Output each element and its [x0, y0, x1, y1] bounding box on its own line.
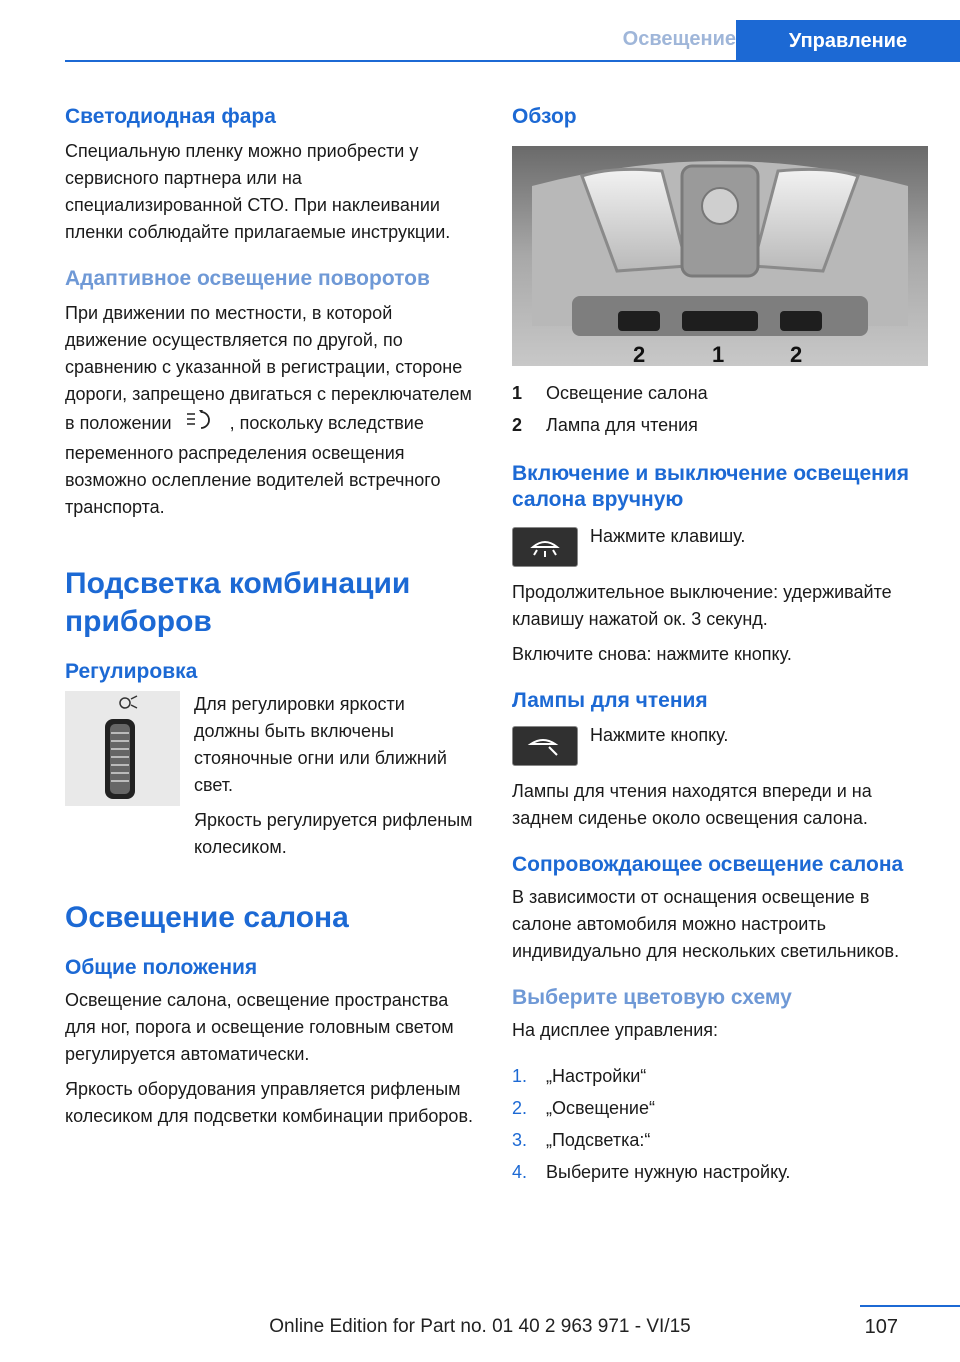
section-title-instrument-lighting: Подсветка комбинации приборов: [65, 567, 411, 638]
ambient-lighting-text: В зависимости от оснащения освещение в салоне автомобиля можно настроить индивидуально для нескольких светильников.: [512, 887, 900, 961]
adaptive-text: [65, 300, 475, 521]
headlight-switch-icon: [183, 408, 219, 440]
adjustment-texts: [194, 691, 475, 861]
step-text: „Подсветка:“: [546, 1130, 651, 1150]
legend-num: 1: [512, 383, 523, 403]
legend-text: Лампа для чтения: [546, 415, 698, 435]
list-item: [512, 1092, 928, 1124]
thumbwheel-image: [65, 691, 180, 806]
step-text: „Настройки“: [546, 1066, 647, 1086]
right-column: [512, 100, 928, 1188]
led-text: Специальную пленку можно приобрести у сервисного партнера или на специализированной СТО. При наклеивании пленки соблюдайте прилагаемые инструкции.: [65, 141, 451, 242]
step-num: 1.: [512, 1066, 528, 1086]
step-text: Выберите нужную настройку.: [546, 1162, 791, 1182]
steps-list: [512, 1060, 928, 1188]
color-scheme-intro: На дисплее управления:: [512, 1020, 719, 1040]
adjustment-text-2: Яркость регулируется рифленым колесиком.: [194, 810, 473, 857]
manual-switch-text-2: Включите снова: нажмите кнопку.: [512, 644, 792, 664]
thumbwheel-icon: [65, 691, 180, 806]
general-text-1: Освещение салона, освещение пространства для ног, порога и освещение головным светом регулируется автоматически.: [65, 990, 454, 1064]
subsection-title-adjustment: Регулировка: [65, 660, 198, 683]
footer-rule: [860, 1305, 960, 1307]
step-text: „Освещение“: [546, 1098, 655, 1118]
section-title-manual-switch: Включение и выключение освещения салона вручную: [512, 462, 909, 511]
list-item: [512, 1060, 928, 1092]
section-title-reading-lamps: Лампы для чтения: [512, 689, 708, 712]
reading-lamp-button-row: [512, 726, 928, 766]
footer-edition: Online Edition for Part no. 01 40 2 963 971 - VI/15: [269, 1316, 691, 1337]
section-title-led: Светодиодная фара: [65, 105, 276, 128]
legend: [512, 380, 928, 439]
adaptive-text-b: , поскольку вследствие переменного распределения освещения возможно ослепление водителей встречного транспорта.: [65, 412, 441, 517]
tab-controls[interactable]: Управление: [736, 20, 960, 62]
image-label-center: 1: [712, 342, 725, 366]
manual-switch-text-1: Продолжительное выключение: удерживайте клавишу нажатой ок. 3 секунд.: [512, 582, 892, 629]
step-num: 2.: [512, 1098, 528, 1118]
overhead-console-image: [512, 146, 928, 366]
left-column: [65, 100, 475, 1130]
list-item: [512, 1124, 928, 1156]
adaptive-text-a: При движении по местности, в которой движение осуществляется по другой, по сравнению с указанной в регистрации, стороне дороги, запрещено двигаться с переключателем в положении: [65, 303, 472, 433]
adjustment-text-1: Для регулировки яркости должны быть включены стояночные огни или ближний свет.: [194, 694, 447, 795]
image-label-left: 2: [633, 342, 646, 366]
section-title-adaptive: Адаптивное освещение поворотов: [65, 267, 430, 290]
page-number: 107: [864, 1316, 898, 1338]
interior-light-button-row: [512, 527, 928, 567]
section-title-color-scheme: Выберите цветовую схему: [512, 986, 792, 1009]
press-key-text: Нажмите клавишу.: [590, 526, 746, 546]
legend-item: [512, 412, 928, 439]
adjustment-block: [65, 691, 475, 861]
interior-light-button-icon: [512, 527, 578, 567]
general-text-2: Яркость оборудования управляется рифленым колесиком для подсветки комбинации приборов.: [65, 1079, 474, 1126]
step-num: 3.: [512, 1130, 528, 1150]
legend-item: [512, 380, 928, 407]
reading-lamp-button-icon: [512, 726, 578, 766]
section-title-interior-lighting: Освещение салона: [65, 901, 349, 934]
tab-lighting[interactable]: Освещение: [622, 28, 736, 50]
section-title-ambient-lighting: Сопровождающее освещение салона: [512, 853, 904, 876]
press-button-text: Нажмите кнопку.: [590, 725, 729, 745]
image-label-right: 2: [790, 342, 803, 366]
list-item: [512, 1156, 928, 1188]
reading-lamps-text: Лампы для чтения находятся впереди и на заднем сиденье около освещения салона.: [512, 781, 872, 828]
step-num: 4.: [512, 1162, 528, 1182]
legend-num: 2: [512, 415, 523, 435]
section-title-overview: Обзор: [512, 105, 577, 128]
legend-text: Освещение салона: [546, 383, 708, 403]
subsection-title-general: Общие положения: [65, 956, 258, 979]
